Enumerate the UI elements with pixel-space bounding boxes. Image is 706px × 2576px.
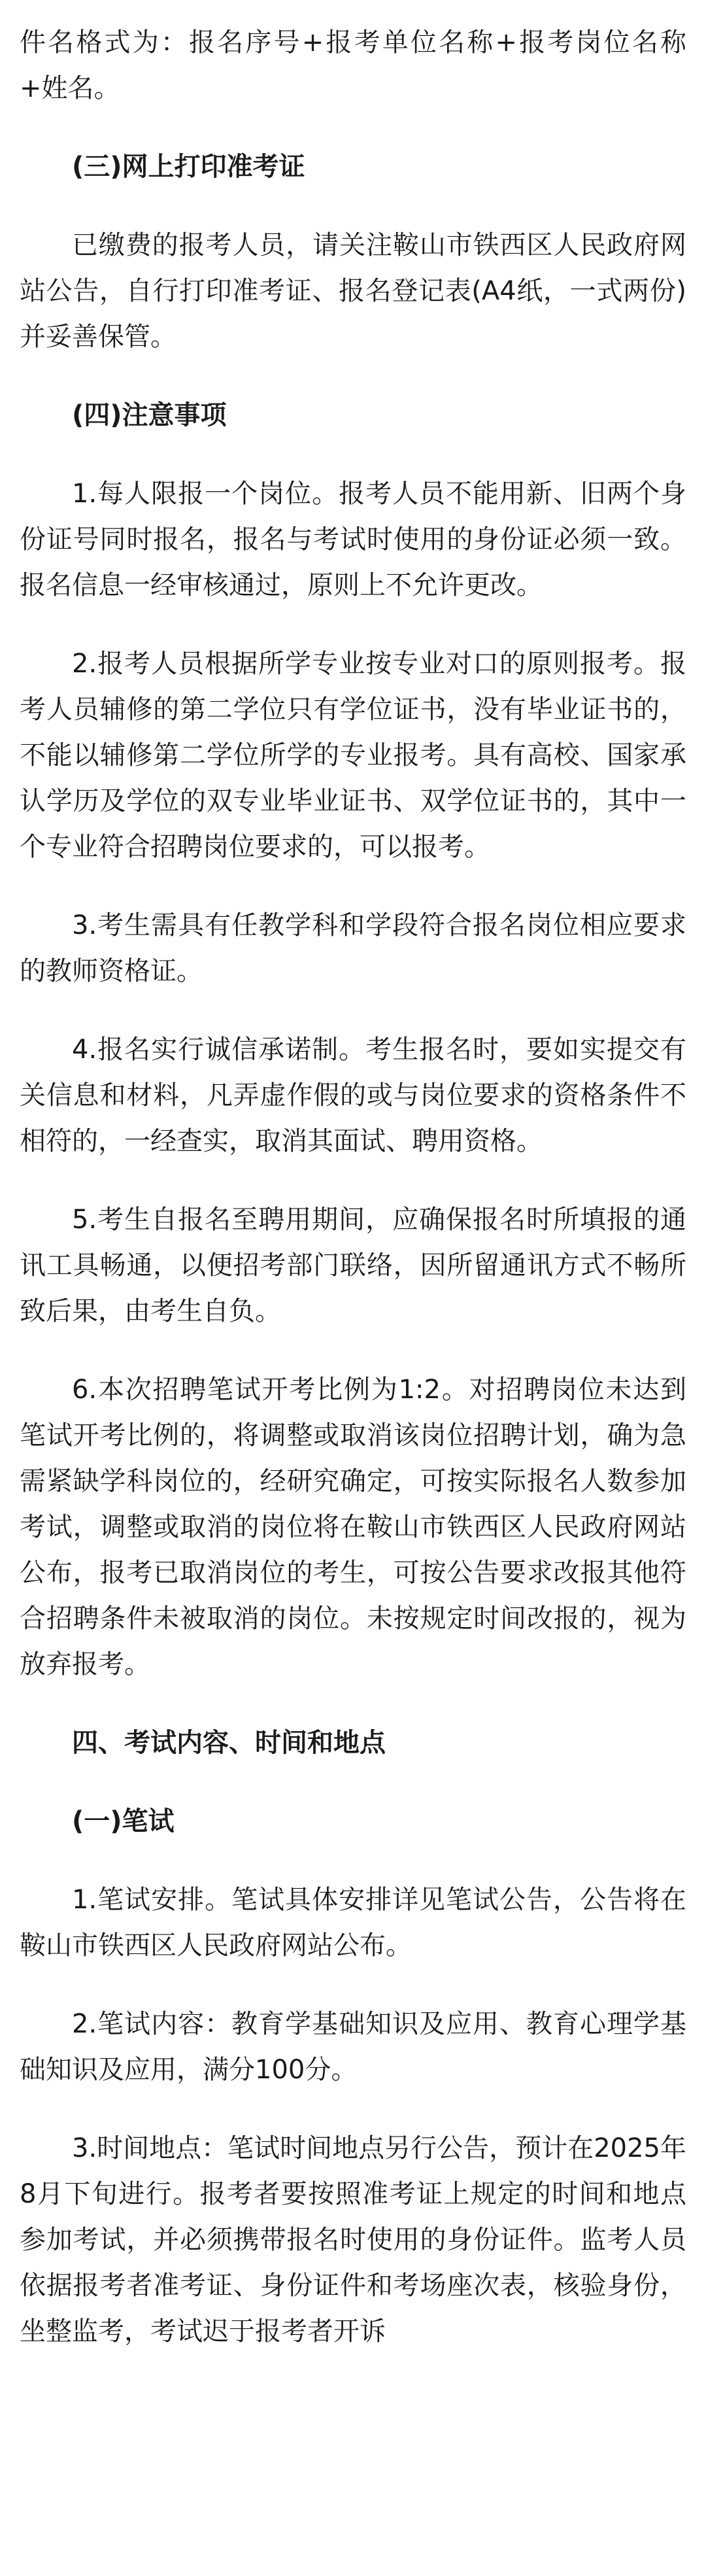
paragraph-exam-2: 2.笔试内容：教育学基础知识及应用、教育心理学基础知识及应用，满分100分。 [20, 2009, 686, 2085]
paragraph-note-6: 6.本次招聘笔试开考比例为1:2。对招聘岗位未达到笔试开考比例的，将调整或取消该岗位招聘计划，确为急需紧缺学科岗位的，经研究确定，可按实际报名人数参加考试，调整或取消的岗位将在鞍山市铁西区人民政府网站公布，报考已取消岗位的考生，可按公告要求改报其他符合招聘条件未被取消的岗位。未按规定时间改报的，视为放弃报考。 [20, 1375, 686, 1679]
section-heading-exam: 四、考试内容、时间和地点 [72, 1728, 386, 1758]
paragraph-note-5: 5.考生自报名至聘用期间，应确保报名时所填报的通讯工具畅通，以便招考部门联络，因所留通讯方式不畅所致后果，由考生自负。 [20, 1205, 686, 1326]
section-heading-print-admission: (三)网上打印准考证 [72, 152, 305, 182]
paragraph-exam-1: 1.笔试安排。笔试具体安排详见笔试公告，公告将在鞍山市铁西区人民政府网站公布。 [20, 1885, 686, 1961]
paragraph-note-2: 2.报考人员根据所学专业按专业对口的原则报考。报考人员辅修的第二学位只有学位证书，没有毕业证书的，不能以辅修第二学位所学的专业报考。具有高校、国家承认学历及学位的双专业毕业证书、双学位证书的，其中一个专业符合招聘岗位要求的，可以报考。 [20, 649, 686, 862]
paragraph-filename-format: 件名格式为：报名序号+报考单位名称+报考岗位名称+姓名。 [20, 27, 686, 103]
paragraph-note-4: 4.报名实行诚信承诺制。考生报名时，要如实提交有关信息和材料，凡弄虚作假的或与岗位要求的资格条件不相符的，一经查实，取消其面试、聘用资格。 [20, 1035, 686, 1156]
paragraph-exam-3: 3.时间地点：笔试时间地点另行公告，预计在2025年8月下旬进行。报考者要按照准考证上规定的时间和地点参加考试，并必须携带报名时使用的身份证件。监考人员依据报考者准考证、身份证件和考场座次表，核验身份，坐整监考，考试迟于报考者开诉 [20, 2133, 686, 2346]
paragraph-print-admission: 已缴费的报考人员，请关注鞍山市铁西区人民政府网站公告，自行打印准考证、报名登记表(A4纸，一式两份)并妥善保管。 [20, 230, 686, 352]
section-heading-written-exam: (一)笔试 [72, 1806, 175, 1836]
paragraph-note-3: 3.考生需具有任教学科和学段符合报名岗位相应要求的教师资格证。 [20, 910, 686, 986]
paragraph-note-1: 1.每人限报一个岗位。报考人员不能用新、旧两个身份证号同时报名，报名与考试时使用的身份证必须一致。报名信息一经审核通过，原则上不允许更改。 [20, 479, 686, 600]
section-heading-notes: (四)注意事项 [72, 400, 227, 430]
